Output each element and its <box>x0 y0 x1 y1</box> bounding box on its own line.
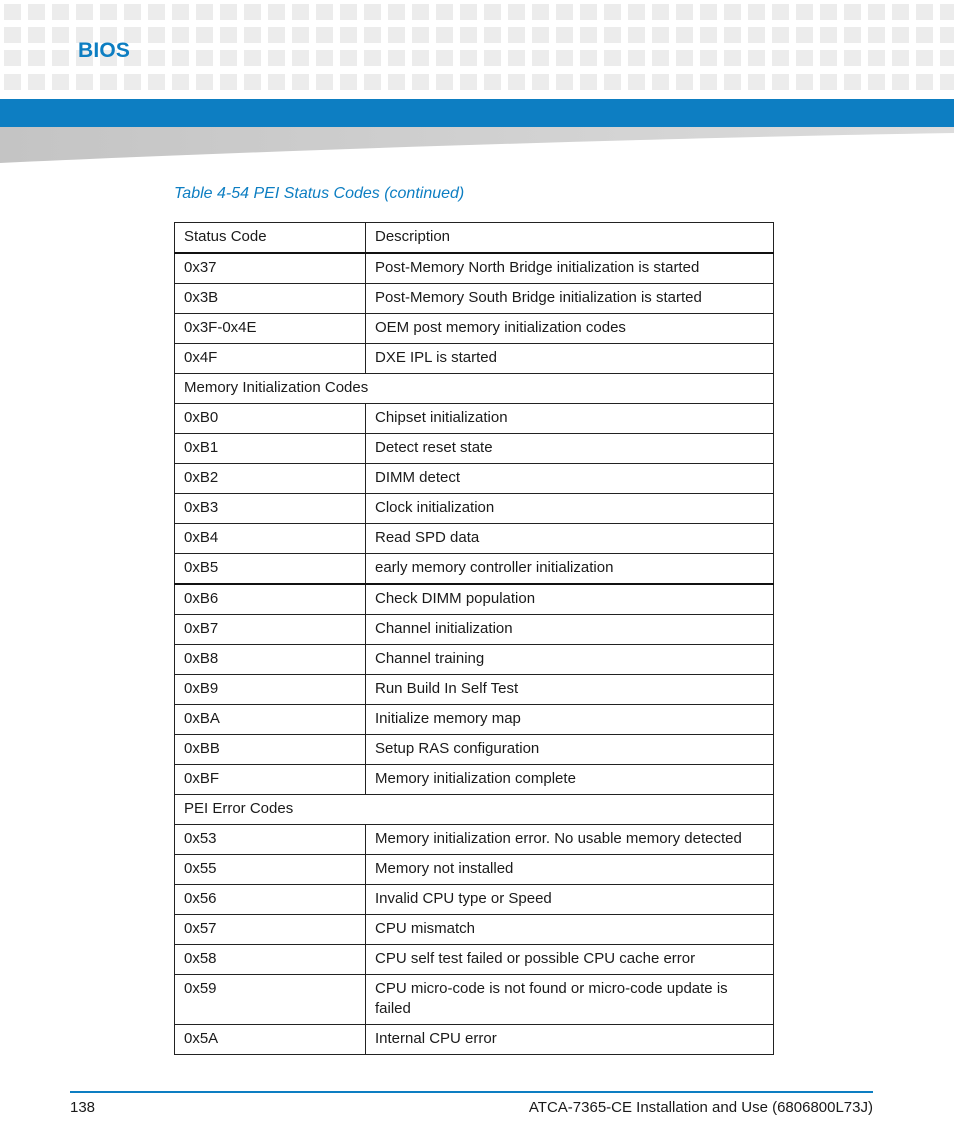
pattern-square <box>556 50 573 66</box>
table-row <box>175 855 774 885</box>
pattern-square <box>484 74 501 90</box>
column-header-status-code: Status Code <box>175 223 366 254</box>
table-row <box>175 464 774 494</box>
status-code-cell: 0x53 <box>175 825 366 855</box>
pattern-square <box>652 74 669 90</box>
pattern-square <box>244 4 261 20</box>
table-row <box>175 825 774 855</box>
status-code-cell: 0x57 <box>175 915 366 945</box>
pattern-square <box>100 4 117 20</box>
table-row <box>175 675 774 705</box>
status-code-cell: 0xBF <box>175 765 366 795</box>
pattern-square <box>412 74 429 90</box>
pattern-square <box>124 74 141 90</box>
table-row <box>175 284 774 314</box>
pattern-square <box>508 27 525 43</box>
description-cell: Post-Memory North Bridge initialization is started <box>366 253 774 284</box>
pattern-square <box>196 4 213 20</box>
pattern-square <box>412 27 429 43</box>
table-row <box>175 735 774 765</box>
table-row <box>175 554 774 585</box>
description-cell: Invalid CPU type or Speed <box>366 885 774 915</box>
pattern-square <box>436 4 453 20</box>
table-row <box>175 404 774 434</box>
status-code-cell: 0xB1 <box>175 434 366 464</box>
pattern-square <box>508 4 525 20</box>
status-code-cell: 0x3F-0x4E <box>175 314 366 344</box>
description-cell: Detect reset state <box>366 434 774 464</box>
pattern-square <box>580 27 597 43</box>
pattern-square <box>796 74 813 90</box>
table-row <box>175 645 774 675</box>
description-cell: DIMM detect <box>366 464 774 494</box>
pattern-square <box>892 27 909 43</box>
status-code-cell: 0x37 <box>175 253 366 284</box>
pattern-square <box>28 74 45 90</box>
pattern-square <box>796 50 813 66</box>
table-group-row <box>175 374 774 404</box>
pattern-square <box>652 27 669 43</box>
table-row <box>175 584 774 615</box>
pattern-square <box>220 27 237 43</box>
pattern-square <box>148 74 165 90</box>
status-code-cell: 0x55 <box>175 855 366 885</box>
pattern-square <box>76 4 93 20</box>
table-row <box>175 344 774 374</box>
pattern-square <box>580 74 597 90</box>
description-cell: DXE IPL is started <box>366 344 774 374</box>
pattern-square <box>460 27 477 43</box>
pattern-square <box>268 50 285 66</box>
pattern-square <box>604 74 621 90</box>
status-code-cell: 0xB2 <box>175 464 366 494</box>
table-row <box>175 524 774 554</box>
group-label: PEI Error Codes <box>175 795 774 825</box>
pattern-square <box>772 4 789 20</box>
pattern-square <box>220 4 237 20</box>
footer-rule <box>70 1091 873 1093</box>
pattern-square <box>868 4 885 20</box>
description-cell: Internal CPU error <box>366 1025 774 1055</box>
pattern-square <box>724 50 741 66</box>
status-code-cell: 0xB5 <box>175 554 366 585</box>
description-cell: Memory not installed <box>366 855 774 885</box>
pattern-square <box>676 27 693 43</box>
pattern-square <box>820 74 837 90</box>
pattern-square <box>676 50 693 66</box>
pattern-square <box>28 27 45 43</box>
status-code-cell: 0xB8 <box>175 645 366 675</box>
status-code-cell: 0xBB <box>175 735 366 765</box>
pattern-square <box>412 50 429 66</box>
pattern-square <box>244 74 261 90</box>
pattern-square <box>436 74 453 90</box>
table-row <box>175 945 774 975</box>
pattern-square <box>484 50 501 66</box>
pattern-square <box>172 27 189 43</box>
pattern-square <box>892 4 909 20</box>
pattern-square <box>316 4 333 20</box>
pattern-square <box>52 4 69 20</box>
pattern-square <box>604 27 621 43</box>
pattern-square <box>652 4 669 20</box>
pattern-square <box>892 50 909 66</box>
pattern-square <box>556 74 573 90</box>
description-cell: Channel training <box>366 645 774 675</box>
pattern-square <box>628 27 645 43</box>
pattern-square <box>4 27 21 43</box>
pattern-square <box>700 50 717 66</box>
pattern-square <box>748 4 765 20</box>
pattern-square <box>172 4 189 20</box>
pattern-square <box>292 74 309 90</box>
table-group-row <box>175 795 774 825</box>
status-code-cell: 0x56 <box>175 885 366 915</box>
description-cell: Post-Memory South Bridge initialization is started <box>366 284 774 314</box>
status-code-cell: 0x59 <box>175 975 366 1025</box>
table-row <box>175 434 774 464</box>
pattern-square <box>940 27 954 43</box>
pattern-square <box>292 50 309 66</box>
pattern-square <box>364 74 381 90</box>
pattern-square <box>772 27 789 43</box>
pattern-square <box>916 27 933 43</box>
pattern-square <box>868 27 885 43</box>
pattern-square <box>148 27 165 43</box>
pattern-square <box>124 4 141 20</box>
table-caption: Table 4-54 PEI Status Codes (continued) <box>174 185 465 202</box>
pattern-square <box>724 4 741 20</box>
pattern-square <box>700 4 717 20</box>
pattern-square <box>388 74 405 90</box>
pattern-square <box>484 27 501 43</box>
pattern-square <box>604 4 621 20</box>
pattern-square <box>52 74 69 90</box>
pattern-square <box>916 4 933 20</box>
pattern-square <box>556 4 573 20</box>
pattern-square <box>892 74 909 90</box>
pattern-square <box>28 50 45 66</box>
pattern-square <box>508 74 525 90</box>
table-row <box>175 314 774 344</box>
status-code-cell: 0xBA <box>175 705 366 735</box>
pattern-square <box>844 27 861 43</box>
pattern-square <box>748 74 765 90</box>
column-header-description: Description <box>366 223 774 254</box>
pattern-square <box>940 74 954 90</box>
pattern-square <box>364 50 381 66</box>
pattern-square <box>844 4 861 20</box>
pattern-square <box>532 74 549 90</box>
description-cell: Setup RAS configuration <box>366 735 774 765</box>
pattern-square <box>940 50 954 66</box>
table-row <box>175 615 774 645</box>
pattern-square <box>676 74 693 90</box>
pattern-square <box>532 50 549 66</box>
status-code-cell: 0xB3 <box>175 494 366 524</box>
section-title: BIOS <box>78 39 131 62</box>
pattern-square <box>676 4 693 20</box>
pattern-square <box>628 4 645 20</box>
pattern-square <box>316 50 333 66</box>
pattern-square <box>724 27 741 43</box>
pattern-square <box>340 4 357 20</box>
status-code-cell: 0x5A <box>175 1025 366 1055</box>
pattern-square <box>52 50 69 66</box>
description-cell: Read SPD data <box>366 524 774 554</box>
description-cell: Check DIMM population <box>366 584 774 615</box>
header-band <box>0 99 954 127</box>
pattern-square <box>460 50 477 66</box>
header-swoosh <box>0 127 954 165</box>
pattern-square <box>484 4 501 20</box>
status-code-cell: 0xB4 <box>175 524 366 554</box>
pattern-square <box>76 74 93 90</box>
table-row <box>175 1025 774 1055</box>
pattern-square <box>748 50 765 66</box>
description-cell: OEM post memory initialization codes <box>366 314 774 344</box>
pattern-square <box>724 74 741 90</box>
pattern-square <box>292 4 309 20</box>
pattern-square <box>580 4 597 20</box>
description-cell: Memory initialization error. No usable memory detected <box>366 825 774 855</box>
pattern-square <box>844 50 861 66</box>
pattern-square <box>532 27 549 43</box>
pattern-square <box>700 27 717 43</box>
pattern-square <box>196 50 213 66</box>
pattern-square <box>436 27 453 43</box>
pattern-square <box>388 50 405 66</box>
description-cell: Chipset initialization <box>366 404 774 434</box>
pattern-square <box>28 4 45 20</box>
pattern-square <box>580 50 597 66</box>
pattern-square <box>844 74 861 90</box>
pattern-square <box>364 4 381 20</box>
table-row <box>175 705 774 735</box>
status-code-cell: 0xB9 <box>175 675 366 705</box>
description-cell: CPU mismatch <box>366 915 774 945</box>
pattern-square <box>532 4 549 20</box>
pattern-square <box>244 50 261 66</box>
pattern-square <box>100 74 117 90</box>
status-code-cell: 0xB7 <box>175 615 366 645</box>
pattern-square <box>364 27 381 43</box>
pattern-square <box>460 74 477 90</box>
pattern-square <box>148 4 165 20</box>
pattern-square <box>508 50 525 66</box>
pattern-square <box>412 4 429 20</box>
pattern-square <box>292 27 309 43</box>
description-cell: Run Build In Self Test <box>366 675 774 705</box>
pattern-square <box>340 27 357 43</box>
table-row <box>175 253 774 284</box>
pattern-square <box>340 74 357 90</box>
document-title: ATCA-7365-CE Installation and Use (6806800L73J) <box>528 1099 873 1116</box>
pattern-square <box>316 74 333 90</box>
pattern-square <box>700 74 717 90</box>
pattern-square <box>820 4 837 20</box>
pattern-square <box>268 74 285 90</box>
pattern-square <box>772 50 789 66</box>
table-row <box>175 915 774 945</box>
pattern-square <box>388 4 405 20</box>
pattern-square <box>172 50 189 66</box>
pattern-square <box>148 50 165 66</box>
status-code-cell: 0x4F <box>175 344 366 374</box>
pattern-square <box>196 74 213 90</box>
pattern-square <box>268 4 285 20</box>
table-row <box>175 765 774 795</box>
pattern-square <box>268 27 285 43</box>
pattern-square <box>460 4 477 20</box>
pattern-square <box>796 4 813 20</box>
page-number: 138 <box>70 1099 96 1116</box>
table-header-row <box>175 223 774 254</box>
description-cell: Initialize memory map <box>366 705 774 735</box>
pattern-square <box>868 50 885 66</box>
pattern-square <box>628 74 645 90</box>
pattern-square <box>340 50 357 66</box>
pattern-square <box>868 74 885 90</box>
pattern-square <box>652 50 669 66</box>
description-cell: Clock initialization <box>366 494 774 524</box>
pattern-square <box>244 27 261 43</box>
pattern-square <box>52 27 69 43</box>
pattern-square <box>4 74 21 90</box>
table-row <box>175 975 774 1025</box>
pattern-square <box>796 27 813 43</box>
description-cell: Channel initialization <box>366 615 774 645</box>
pattern-square <box>196 27 213 43</box>
pattern-square <box>772 74 789 90</box>
status-code-cell: 0x3B <box>175 284 366 314</box>
pattern-square <box>940 4 954 20</box>
status-codes-table <box>174 222 774 1055</box>
pattern-square <box>172 74 189 90</box>
description-cell: Memory initialization complete <box>366 765 774 795</box>
table-row <box>175 885 774 915</box>
status-code-cell: 0x58 <box>175 945 366 975</box>
pattern-square <box>604 50 621 66</box>
status-code-cell: 0xB6 <box>175 584 366 615</box>
status-code-cell: 0xB0 <box>175 404 366 434</box>
pattern-square <box>628 50 645 66</box>
table-row <box>175 494 774 524</box>
pattern-square <box>916 50 933 66</box>
pattern-square <box>748 27 765 43</box>
pattern-square <box>916 74 933 90</box>
pattern-square <box>220 50 237 66</box>
pattern-square <box>820 50 837 66</box>
pattern-square <box>820 27 837 43</box>
pattern-square <box>436 50 453 66</box>
pattern-square <box>4 4 21 20</box>
pattern-square <box>220 74 237 90</box>
pattern-square <box>4 50 21 66</box>
description-cell: CPU self test failed or possible CPU cache error <box>366 945 774 975</box>
pattern-square <box>388 27 405 43</box>
description-cell: early memory controller initialization <box>366 554 774 585</box>
group-label: Memory Initialization Codes <box>175 374 774 404</box>
description-cell: CPU micro-code is not found or micro-code update is failed <box>366 975 774 1025</box>
pattern-square <box>316 27 333 43</box>
pattern-square <box>556 27 573 43</box>
header-pattern <box>0 0 954 97</box>
